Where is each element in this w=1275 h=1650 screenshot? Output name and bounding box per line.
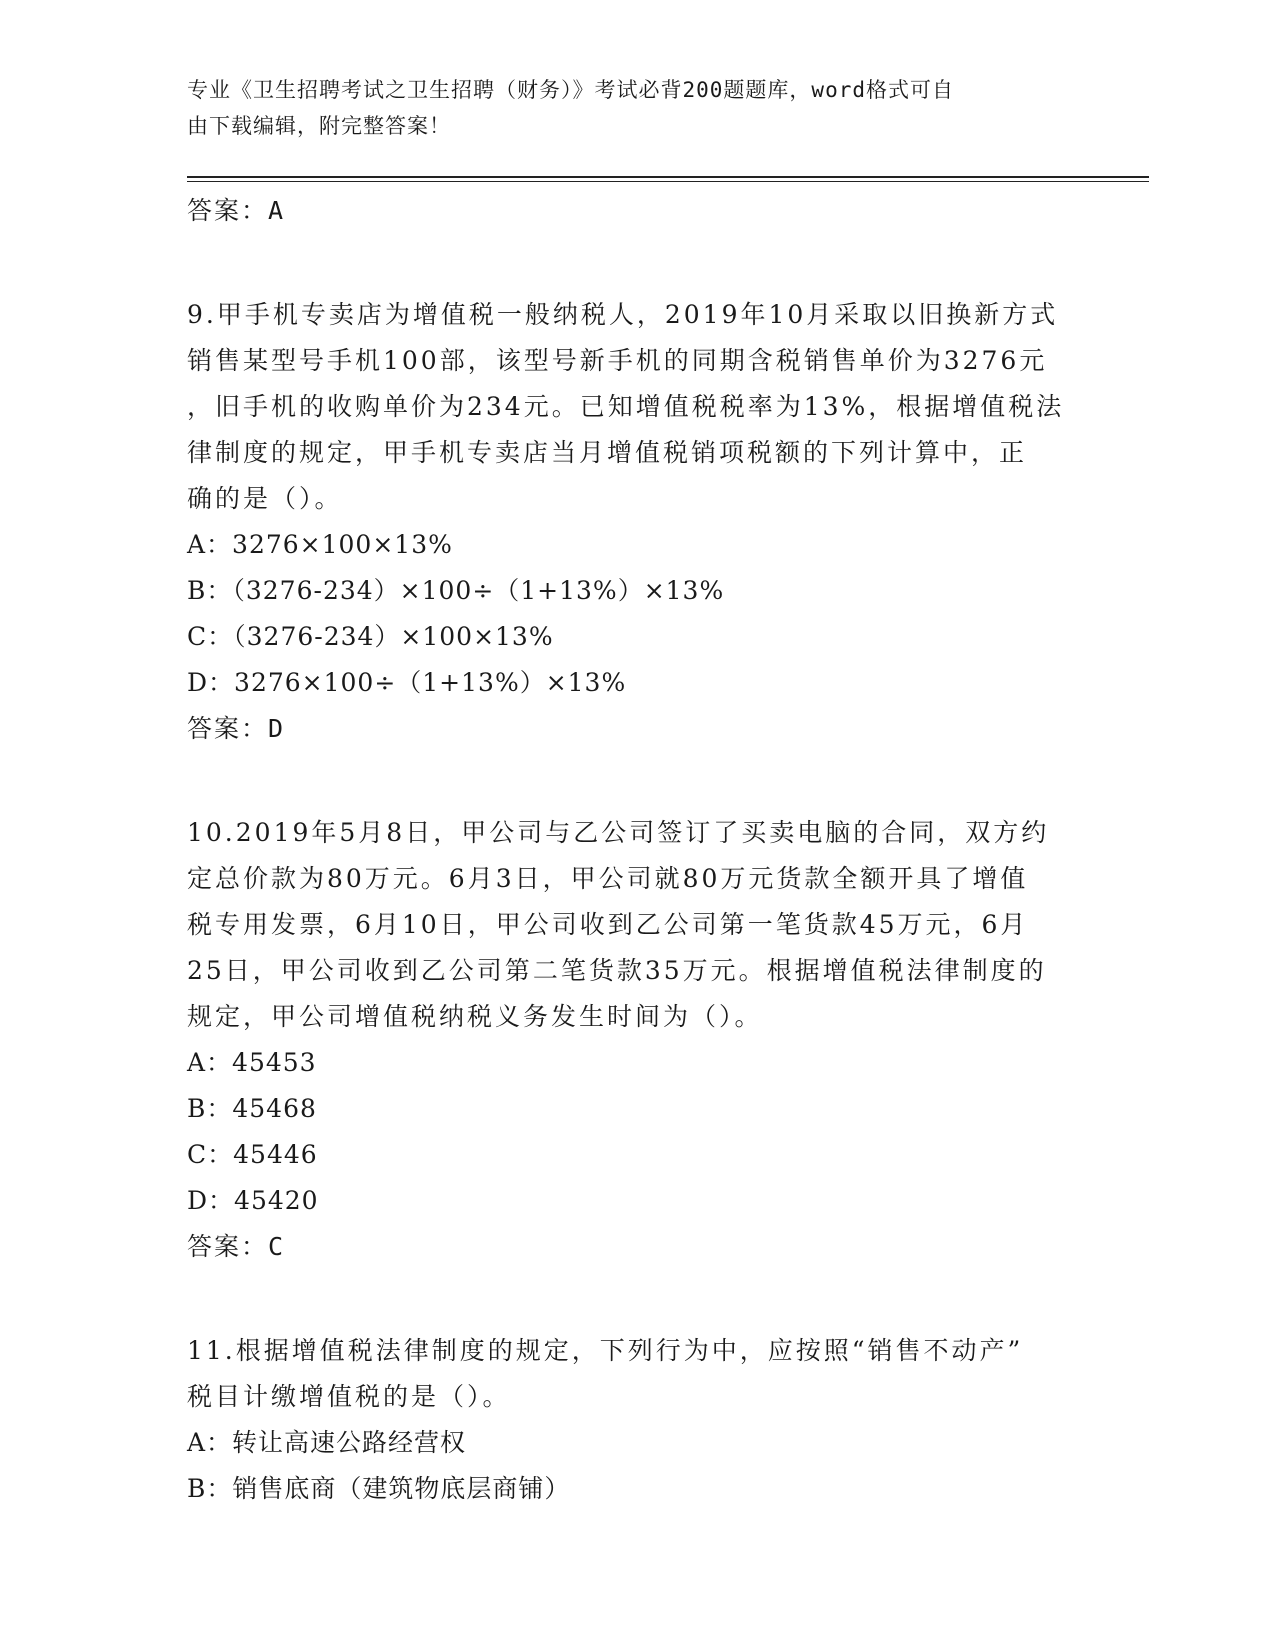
question-line: 销售某型号手机100部，该型号新手机的同期含税销售单价为3276元 xyxy=(187,346,1048,375)
answer-line: 答案：C xyxy=(187,1232,286,1261)
question-text xyxy=(187,292,1087,522)
header-line-2: 由下载编辑，附完整答案！ xyxy=(187,114,451,138)
option-c: C：（3276-234）×100×13% xyxy=(187,622,554,651)
question-text xyxy=(187,1328,1087,1420)
question-9 xyxy=(187,292,1087,752)
answer-line: 答案：A xyxy=(187,196,286,225)
question-line: 确的是（）。 xyxy=(187,484,343,513)
spacer xyxy=(187,1270,1087,1328)
header-rule-thin xyxy=(187,181,1149,182)
option-a: A：45453 xyxy=(187,1048,317,1077)
spacer xyxy=(187,234,1087,292)
question-line: 定总价款为80万元。6月3日，甲公司就80万元货款全额开具了增值 xyxy=(187,864,1029,893)
question-line: 9.甲手机专卖店为增值税一般纳税人，2019年10月采取以旧换新方式 xyxy=(187,300,1059,329)
option-a: A：3276×100×13% xyxy=(187,530,453,559)
question-line: 25日，甲公司收到乙公司第二笔货款35万元。根据增值税法律制度的 xyxy=(187,956,1047,985)
option-d: D：3276×100÷（1+13%）×13% xyxy=(187,668,627,697)
question-line: 11.根据增值税法律制度的规定，下列行为中，应按照“销售不动产” xyxy=(187,1336,1024,1365)
question-line: 律制度的规定，甲手机专卖店当月增值税销项税额的下列计算中，正 xyxy=(187,438,1028,467)
spacer xyxy=(187,752,1087,810)
header-rule-thick xyxy=(187,176,1149,178)
question-10 xyxy=(187,810,1087,1270)
option-c: C：45446 xyxy=(187,1140,318,1169)
option-a: A：转让高速公路经营权 xyxy=(187,1428,467,1457)
question-text xyxy=(187,810,1087,1040)
header-line-1: 专业《卫生招聘考试之卫生招聘（财务）》考试必背200题题库，word格式可自 xyxy=(187,78,954,102)
question-line: ，旧手机的收购单价为234元。已知增值税税率为13%，根据增值税法 xyxy=(187,392,1065,421)
question-11 xyxy=(187,1328,1087,1512)
question-line: 税专用发票，6月10日，甲公司收到乙公司第一笔货款45万元，6月 xyxy=(187,910,1029,939)
document-body xyxy=(187,188,1087,1512)
option-b: B：45468 xyxy=(187,1094,317,1123)
answer-line: 答案：D xyxy=(187,714,286,743)
question-line: 规定，甲公司增值税纳税义务发生时间为（）。 xyxy=(187,1002,763,1031)
question-line: 10.2019年5月8日，甲公司与乙公司签订了买卖电脑的合同，双方约 xyxy=(187,818,1050,847)
question-line: 税目计缴增值税的是（）。 xyxy=(187,1382,511,1411)
option-b: B：销售底商（建筑物底层商铺） xyxy=(187,1474,571,1503)
option-b: B：（3276-234）×100÷（1+13%）×13% xyxy=(187,576,725,605)
document-header xyxy=(187,72,1067,144)
option-d: D：45420 xyxy=(187,1186,319,1215)
